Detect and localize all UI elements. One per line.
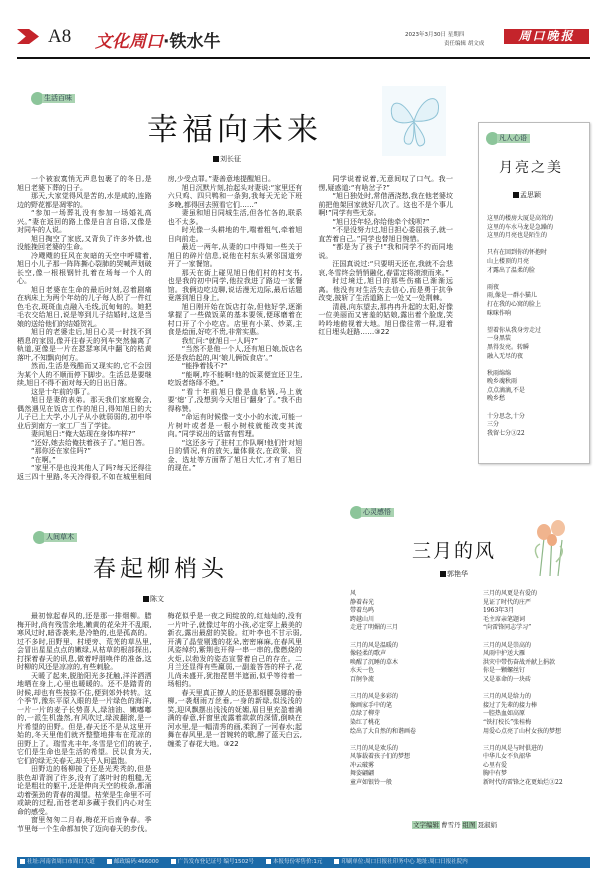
column-tag-label: 人间草木 (44, 533, 77, 542)
poem-author: 郭艳华 (440, 569, 468, 579)
column-tag-label: 心灵感悟 (361, 508, 394, 517)
poem-stanza (487, 284, 553, 318)
paragraph: “参加一场葬礼没有参加一场婚礼高兴。”妻在返回的路上像是自言自语,又像是对同车的人说。 (17, 209, 152, 234)
poem-line: 黑得发亮。转瞬 (487, 343, 530, 351)
poem-line: 三月的风是多彩的 (350, 693, 399, 701)
paragraph: “那你还在家住吗?” (31, 447, 91, 455)
article-author: 陈文 (143, 594, 164, 604)
paragraph: “能啊,咋不能啊!他的饭菜便宜还卫生,吃饭者络绎不绝。” (167, 370, 303, 387)
poem-line: 像轻柔的歌声 (350, 650, 387, 658)
poem-line: “向雷锋同志学习” (483, 624, 532, 632)
poem-line: 三月的风更是有爱的 (483, 590, 538, 597)
poem-line: 这里的车水马龙是急躁的 (487, 223, 554, 231)
poem-line: 我留七分③22 (487, 429, 525, 437)
footer-printer: 印刷单位:周口日报社印务中心 地址:周口日报社院内 (334, 857, 467, 868)
poem-line: 晚乡魂秋雨 (487, 378, 518, 386)
issue-date: 2023年3月30日 星期四 (405, 32, 465, 38)
poem-line: 绘出了大自然的和谐画卷 (350, 727, 417, 735)
poem-line: 心里有爱 (483, 761, 508, 769)
poem-right-column (483, 590, 563, 796)
poem-line: 三月的风是与时俱进的 (483, 744, 544, 752)
paragraph: “当然不是他一个人,还有旭日娘,饭店名还是我给起的,叫‘娘儿俩饭食店’。” (167, 345, 303, 362)
poem-line: 晚乡愁 (487, 395, 506, 403)
poem-line: 接过了先辈的接力棒 (483, 701, 538, 709)
poem-line: 你是一颗螺丝钉 (483, 667, 526, 675)
poem-line: 唤醒了沉睡的草木 (350, 658, 399, 666)
poem-line: 三分 (487, 421, 500, 429)
sidebar-author: 孟思颖 (513, 190, 541, 200)
paragraph: 旭日刚开始在饭店打杂,但他好学,逐渐掌握了一些做饭菜的基本要领,便琢磨着在村口开了个小吃店。店里有小菜、炒菜,主食是烩面,好吃不贵,非常实惠。 (167, 302, 303, 336)
poem-line: 洪灾中带伤奋战并献上捐款 (483, 658, 556, 666)
paragraph: 旭日是妻的表弟。那天我们家庭聚会,偶然遇见在饭店工作的旭日,得知旭日的大儿子已上大学,小儿子从小就弱弱的,初中毕业后到南方一家工厂当了学徒。 (17, 396, 152, 430)
poem-line: “铁打校长”张桂梅 (483, 718, 532, 726)
poem-line: 走进了明媚的三月 (350, 624, 399, 632)
poem-line: 胸中有梦 (483, 770, 508, 778)
image-editor-name: 聂淑娟 (477, 821, 497, 829)
paragraph: “能挣着钱不?” (181, 362, 228, 370)
paragraph: 旭日掏空了家底,又背负了许多外债,也没能挽回老婆的生命。 (17, 234, 152, 251)
footer-postcode: 邮政编码:466000 (107, 857, 159, 868)
paragraph: “旭日还年轻,你给他牵个线呗?” (332, 217, 430, 226)
paragraph: “都是为了孩子!”我和同学不约而同地说。 (318, 243, 453, 260)
paragraph: “在啊。” (31, 455, 56, 464)
poem-line: 冲云破雾 (350, 761, 375, 769)
poem-line: 风 (350, 590, 357, 597)
responsible-editor: 责任编辑 胡文成 (444, 41, 485, 47)
column-tag-label: 生活百味 (42, 94, 75, 103)
column-tag-life (31, 92, 75, 105)
column-tag-label: 凡人心语 (497, 134, 530, 143)
paragraph: 一个被寂寞悄无声息包裹了的冬日,是旭日老婆下葬的日子。 (17, 175, 152, 192)
footer-address: 社址:河南省周口市周口大道 (20, 857, 95, 868)
poem-line: 新时代的雷锋之花更灿烂③22 (483, 779, 563, 787)
column-tag-nature (33, 531, 77, 544)
paragraph: 春天里真正撩人的还是那细腰袅娜的垂柳,一袭烟雨万丝垂,一身的新绿,似浅浅的笑,迎风飘摆出浅浅的妩媚,眉目里充盈着满满的春意,轩窗里流露着款款的深情,倒映在河水里,是一幅清秀的画,柔润了一河春水;起舞在春风里,是一首婉转的歌,醉了蓝天白云,缠柔了春花大地。③22 (167, 688, 302, 748)
page-marker-chevron-icon (17, 29, 39, 44)
poem-line: 毛主席亲笔题词 (483, 615, 526, 623)
paragraph: 最近一两年,从妻的口中得知一些关于旭日的碎片信息,说他在村东头紧邻国道旁开了一家餐馆。 (167, 243, 303, 268)
newspaper-logo: 周口晚报 (504, 29, 589, 44)
article-author: 刘长征 (213, 154, 241, 164)
paragraph: 时光像一头耕地的牛,喘着粗气,牵着旭日向前走。 (167, 226, 303, 243)
poem-line: 点绿了柳芽 (350, 710, 381, 718)
poem-line: 三月的风是给力的 (483, 693, 532, 701)
poem-line: 雨,像是一群小猫儿 (487, 292, 537, 300)
poem-left-column (350, 590, 416, 796)
poem-stanza (487, 370, 553, 404)
paragraph: “旭日独处时,常借酒浇愁,我在他老婆坟前把他架回家就好几次了。这也不是个事儿啊!”同学有些无奈。 (318, 192, 453, 217)
column-tag-heart (350, 506, 394, 519)
paragraph: 最初惊起春风的,还是那一排烟柳。腊梅开时,尚有残雪余地,嫩黄的花朵并不乱眼,寒风过时,暗香袭来,是冷艳的,也是孤高的。过不多时,田野里、村埂旁、荒芜的草丛里,会冒出星星点点的嫩绿,从枯草的根部探出,打探着春天的讯息,做着呼朋唤伴的准备,这时柳的风还是凉凉的,有些刺脸。 (17, 612, 152, 671)
butterfly-illustration-icon (382, 86, 446, 156)
poem-stanza (487, 215, 553, 241)
footer-ad-license: 广告发布登记证号 编号1502号 (171, 857, 254, 868)
poem-line: 咪咪作响 (487, 309, 512, 317)
poem-stanza (350, 693, 416, 736)
header-rule (17, 57, 590, 59)
poem-line: 山上楼顶的月亮 (487, 257, 530, 265)
poem-line: 望着你从我身旁走过 (487, 326, 542, 334)
text-editor-name: 曹雪丹 (441, 821, 461, 829)
paragraph: “不是没努力过,旭日担心委屈孩子,就一直苦着自己。”同学也替旭日惋惜。 (318, 226, 453, 243)
paragraph: 天暖了起来,脱胎阳光多抚触,洋洋洒洒地晒在身上,心里也暖暖的。还不是踏青的时候,却也有些按捺不住,便到郊外转转。这个季节,豫东平原入眼的是一片绿色的海洋,一片一片的麦子长势喜人,绿油油、嫩嘟嘟的,一派生机盎然,有风吹过,绿波翻滚,是一片希望的田野。但是,春天还不是从这里开始的,冬天里他们就齐整整地排布在荒凉的田野上了。瑞雪兆丰年,冬雪是它们的被子,它们是生命也是生活的希望。民以食为天,它们的绿无关春天,却关乎人间温饱。 (17, 671, 152, 765)
paragraph: “看十年前旭日像是血粘锅,马上就要‘熄’了,没想到今天旭日‘翻身’了。”我不由得称赞。 (167, 387, 303, 413)
article-body (17, 175, 453, 489)
poem-line: 雨夜 (487, 283, 500, 291)
page-credits (412, 820, 498, 829)
article-body (17, 612, 302, 834)
poem-line: 三月的风是欢乐的 (350, 744, 399, 752)
paragraph: 田野边的杨柳披了还是光秃秃的,但是肤色却青润了许多,没有了落叶时的粗糙,无论是粗壮的躯干,还是伸向天空的枝条,都涌动着强劲的青春的渴望。枯荣是生命里不可或缺的过程,而苍老却多藏于我们内心对生命的感受。 (17, 765, 152, 816)
poem-stanza (487, 327, 553, 361)
poem-line: 三月的风是崇高的 (483, 641, 532, 649)
section-title-red: 文化周口 (95, 32, 163, 52)
paragraph: 同学说着说着,无意间叹了口气。我一愣,疑惑道:“有啥岔子?” (318, 175, 453, 192)
poem-title: 三月的风 (412, 540, 497, 562)
poem-line: 百舸争流 (350, 675, 375, 683)
poem-line: 中华儿女不负韶华 (483, 753, 532, 761)
poem-line: 风雨中护送大雁 (483, 650, 526, 658)
poem-line: 带着鸟鸣 (350, 607, 375, 615)
paragraph: 汪国真说过:“只要明天还在,我就不会悲哀,冬雪终会悄悄融化,春雷定将滚滚而来。” (318, 260, 453, 277)
sidebar-poem (487, 215, 553, 447)
paragraph: “家里不是也没其他人了吗?每天还得往返三四十里路,冬天冷得很,不如在城里租间房,少受点罪。”妻善意地提醒旭日。 (17, 175, 276, 481)
poem-line: 融入无尽的夜 (487, 352, 524, 360)
poem-stanza (487, 249, 553, 275)
poem-stanza (350, 590, 416, 633)
poem-line: 舞姿翩翩 (350, 770, 375, 778)
poem-line: 点点滴滴,不是 (487, 386, 525, 394)
paragraph: “这还多亏了驻村工作队啊!他们针对旭日的情况,有的放矢,量体裁衣,在政策、资金、选址等方面帮了旭日大忙,才有了旭日的现在。” (167, 438, 303, 472)
paragraph: 旭日沉默片刻,抬起头对妻说:“家里还有六只鸡、四只鸭和一条狗,我每天无论下班多晚,都得回去照看它们……” (167, 183, 303, 209)
paragraph: 我忙问:“就旭日一人吗?” (181, 336, 258, 345)
paragraph: 窗里匆匆二月春,梅花开后南争春。季节里每一个生命都加快了迈向春天的步伐。梅花似乎是一夜之间绽放的,红灿灿的,没有一片叶子,就像过年的小孩,必定穿上最美的新衣,露出最甜的笑脸。红叶李也不甘示弱,开满了晶莹剔透的花朵,密密麻麻,在春风里风姿绰约,紫荆也开得一串一串的,像燃烧的火炬,以勃发的姿态宣誓着自己的存在。二月兰还显得有些羸弱,一副羞答答的样子,花儿尚未盛开,犹抱琵琶半遮面,似乎等待着一场相约。 (17, 612, 302, 833)
poem-stanza (350, 642, 416, 685)
poem-line: 三月的风是温暖的 (350, 641, 399, 649)
flower-illustration-icon (528, 518, 570, 576)
poem-line: 这里的月亮也是陌生的 (487, 232, 548, 240)
poem-line: 1963年3月 (483, 607, 515, 615)
poem-line: 又是革命的一块砖 (483, 675, 532, 683)
footer-bar (17, 857, 590, 868)
poem-line: 打在我的心窝的脸上 (487, 300, 542, 308)
paragraph: 然而,生活是残酷而又现实的,它不会因为某个人的不顺而停下脚步。生活总是要继续,旭日不得不面对每天的日出日落。 (17, 362, 152, 387)
poem-line: 见证了时代的庄严 (483, 598, 532, 606)
poem-line: 静着春光 (350, 598, 375, 606)
footer-price: 本报每份零售价:1元 (266, 857, 322, 868)
poem-stanza (350, 745, 416, 788)
section-title-black: ·铁水牛 (163, 32, 221, 52)
sidebar-title: 月亮之美 (499, 160, 563, 176)
poem-line: 这里的楼房大厦是高耸的 (487, 215, 554, 222)
section-title (95, 27, 220, 52)
poem-stanza (483, 745, 563, 788)
poem-line: 童声如银铃一般 (350, 779, 393, 787)
poem-line: 风筝载着孩子们的梦想 (350, 753, 411, 761)
page-number: A8 (48, 26, 72, 47)
poem-stanza (483, 693, 563, 736)
poem-line: 十分思念,十分 (487, 412, 525, 420)
poem-line: 用爱心点亮了山村女孩的梦想 (483, 727, 562, 735)
paragraph: “还好,她去给俺扶着孩子了。”旭日答。 (31, 438, 149, 447)
poem-stanza (487, 413, 553, 439)
paragraph: 妻虽和旭日同城生活,但各忙各的,联系也不太多。 (167, 209, 303, 226)
paragraph: 那天,大家觉得风是苦的,水是咸的,连路边的野花都是凋零的。 (17, 192, 152, 209)
paragraph: 冷飕飕的狂风在灰暗的天空中呼啸着,旭日小儿子那一阵阵撕心裂肺的哭喊声划破长空,像一根根钢针扎着在场每一个人的心。 (17, 251, 152, 285)
paragraph: 这是十年前的事了。 (31, 387, 94, 396)
paragraph: 旭日的老婆走后,旭日心灵一时找不到栖息的家园,像开往春天的列车突然偏离了轨道,更像是一片在瑟瑟寒风中翻飞的枯黄落叶,不知飘向何方。 (17, 328, 152, 362)
poem-stanza (483, 642, 563, 685)
poem-line: 一身黑装 (487, 335, 512, 343)
text-editor-label: 文字编辑 (413, 821, 439, 829)
poem-line: 秋雨绵绵 (487, 369, 512, 377)
paragraph: 妻问旭日:“俺大姑现在身体咋样?” (31, 430, 136, 438)
poem-line: 一腔热血如高原 (483, 710, 526, 718)
poem-line: 染红了桃花 (350, 718, 381, 726)
poem-line: 像画家手中的笔 (350, 701, 393, 709)
column-tag-thoughts (486, 132, 530, 145)
poem-line: 水天一色 (350, 667, 375, 675)
poem-stanza (483, 590, 563, 633)
image-editor-label: 组图 (462, 821, 476, 829)
poem-line: 才露出了温柔的脸 (487, 266, 536, 274)
paragraph: 时过境迁,旭日的那些伤痛已渐渐远离。他没有对生活失去信心,而是勇于抗争改变,披斩了生活道路上一处又一处荆棘。 (318, 277, 453, 302)
paragraph: 清晨,向东望去,那冉冉升起的太阳,好像一位美丽而又害羞的姑娘,露出着个脸庞,笑吟吟地俯视着大地。旭日像往常一样,迎着红日埋头赶路……③22 (318, 302, 453, 336)
article-title: 春起柳梢头 (93, 556, 228, 582)
poem-line: 只有在回到你的怀抱时 (487, 249, 548, 257)
paragraph: “命运有时候像一支小小的水流,可能一片树叶或者是一根小树枝就能改变其流向。”同学说出的话富有哲理。 (167, 413, 303, 438)
sidebar-box (478, 122, 590, 464)
paragraph: 那天在街上碰见旭日他们村的村支书,也是我的初中同学,他拉我进了路边一家餐馆。我俩边吃边聊,说话漫无边际,最后话题竟落到旭日身上。 (167, 268, 303, 302)
article-title: 幸福向未来 (147, 112, 322, 148)
poem-line: 跨越山川 (350, 615, 375, 623)
paragraph: 旭日老婆在生命的最后时刻,忍着剧痛在病床上为两个年幼的儿子每人织了一件红色毛衣,斑斑血点融入毛线,沉甸甸的。她把毛衣交给旭日,说是等到儿子结婚时,这是当娘的送给他们的结婚贺礼。 (17, 285, 152, 328)
